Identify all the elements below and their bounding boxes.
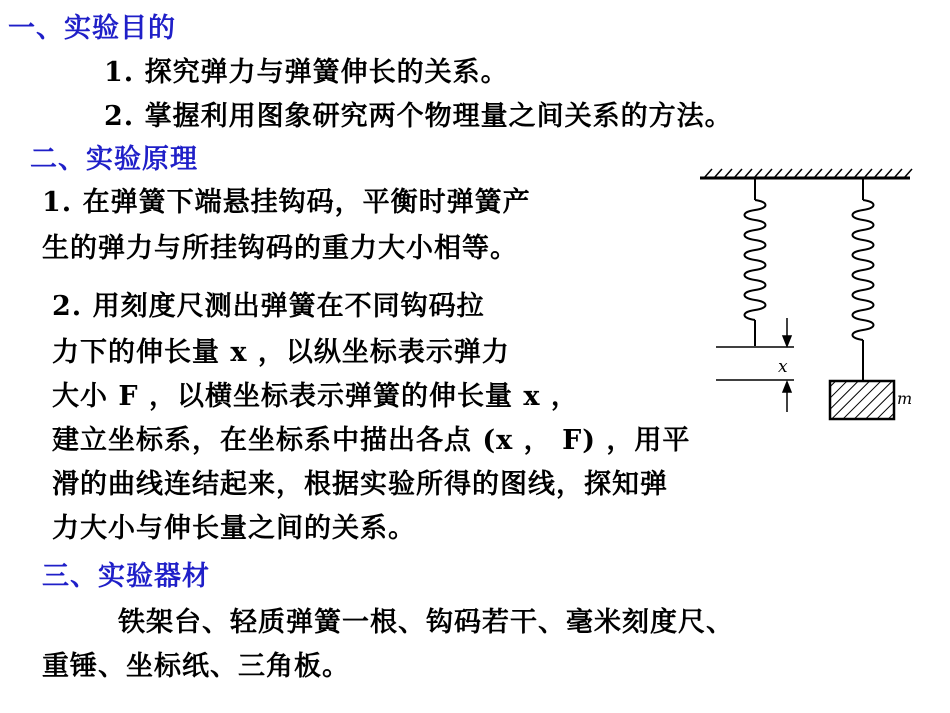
- hanging-weight: [830, 381, 894, 419]
- objective-item-2: 2. 掌握利用图象研究两个物理量之间关系的方法。: [104, 101, 733, 132]
- ceiling-support: [700, 169, 912, 178]
- equipment-line-2: 重锤、坐标纸、三角板。: [42, 651, 350, 682]
- principle-para2-line-3: 大小 F ，以横坐标表示弹簧的伸长量 x ，: [52, 381, 579, 412]
- extension-label: x: [778, 357, 788, 377]
- mass-label: m: [897, 389, 913, 408]
- loaded-spring: [853, 178, 874, 380]
- section3-heading: 三、实验器材: [42, 561, 210, 592]
- equipment-line-1: 铁架台、轻质弹簧一根、钩码若干、毫米刻度尺、: [118, 607, 734, 638]
- principle-para2-line-2: 力下的伸长量 x ，以纵坐标表示弹力: [52, 337, 510, 368]
- section2-heading: 二、实验原理: [30, 144, 198, 175]
- principle-para1-line-1: 1. 在弹簧下端悬挂钩码，平衡时弹簧产: [42, 187, 531, 218]
- principle-para2-line-4: 建立坐标系，在坐标系中描出各点 (x ， F) ，用平: [52, 425, 691, 456]
- objective-item-1: 1. 探究弹力与弹簧伸长的关系。: [104, 57, 509, 88]
- principle-para2-line-5: 滑的曲线连结起来，根据实验所得的图线，探知弹: [52, 469, 668, 500]
- spring-diagram: [694, 160, 920, 440]
- principle-para2-line-6: 力大小与伸长量之间的关系。: [52, 513, 416, 544]
- principle-para1-line-2: 生的弹力与所挂钩码的重力大小相等。: [42, 233, 518, 264]
- principle-para2-line-1: 2. 用刻度尺测出弹簧在不同钩码拉: [52, 291, 485, 322]
- section1-heading: 一、实验目的: [8, 13, 176, 44]
- unloaded-spring: [745, 178, 766, 346]
